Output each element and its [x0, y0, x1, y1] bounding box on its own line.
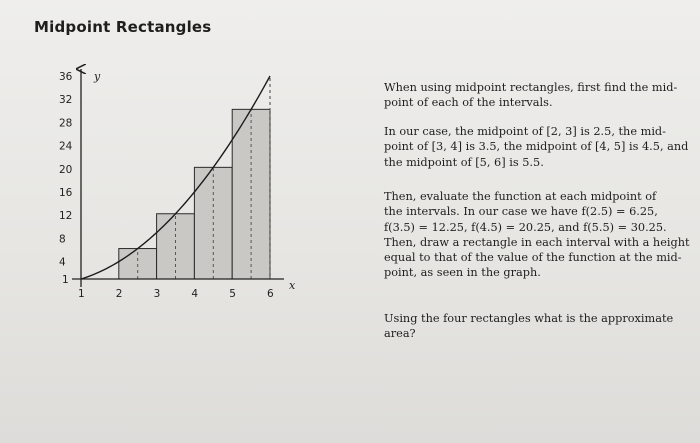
paragraph-midpoint-values — [384, 124, 700, 170]
text-line: area? — [384, 327, 416, 341]
x-tick-label: 2 — [115, 288, 123, 300]
text-line: f(3.5) = 12.25, f(4.5) = 20.25, and f(5.5) = 30.25. — [384, 220, 667, 234]
text-line: Using the four rectangles what is the approximate — [384, 312, 674, 325]
x-axis-label: x — [289, 279, 296, 292]
midpoint-rectangles-graph — [0, 0, 380, 300]
text-line: Then, draw a rectangle in each interval with a height — [384, 235, 690, 249]
rectangles-layer — [119, 76, 270, 279]
y-tick-label: 16 — [59, 187, 73, 199]
x-tick-label: 4 — [191, 288, 199, 300]
y-tick-label: 20 — [59, 163, 73, 176]
page-title: Midpoint Rectangles — [34, 18, 212, 36]
text-line: the intervals. In our case we have f(2.5) = 6.25, — [384, 205, 658, 219]
text-line: When using midpoint rectangles, first find the mid- — [384, 81, 678, 94]
text-line: equal to that of the value of the function at the mid- — [384, 251, 682, 265]
x-tick-label: 1 — [78, 288, 85, 300]
paragraph-evaluate-function — [384, 189, 700, 281]
x-tick-label: 5 — [229, 288, 236, 300]
text-line: point of [3, 4] is 3.5, the midpoint of [4, 5] is 4.5, and — [384, 140, 689, 154]
y-tick-label: 32 — [59, 94, 73, 107]
text-line: Then, evaluate the function at each midpoint of — [384, 190, 657, 203]
y-axis-label: y — [94, 70, 101, 83]
text-line: In our case, the midpoint of [2, 3] is 2.5, the mid- — [384, 125, 666, 138]
x-tick-label: 3 — [153, 288, 161, 300]
paragraph-question — [384, 311, 700, 342]
text-line: point, as seen in the graph. — [384, 266, 541, 280]
y-tick-label: 28 — [59, 117, 73, 130]
y-tick-label: 8 — [59, 233, 66, 246]
paragraph-find-midpoints — [384, 80, 700, 111]
text-line: the midpoint of [5, 6] is 5.5. — [384, 155, 544, 169]
y-tick-label: 4 — [59, 256, 66, 269]
y-tick-label: 24 — [59, 140, 73, 153]
x-tick-label: 6 — [267, 288, 274, 300]
y-tick-label: 1 — [62, 274, 69, 286]
text-line: point of each of the intervals. — [384, 96, 553, 110]
y-tick-label: 36 — [59, 71, 73, 83]
y-tick-label: 12 — [59, 210, 73, 223]
